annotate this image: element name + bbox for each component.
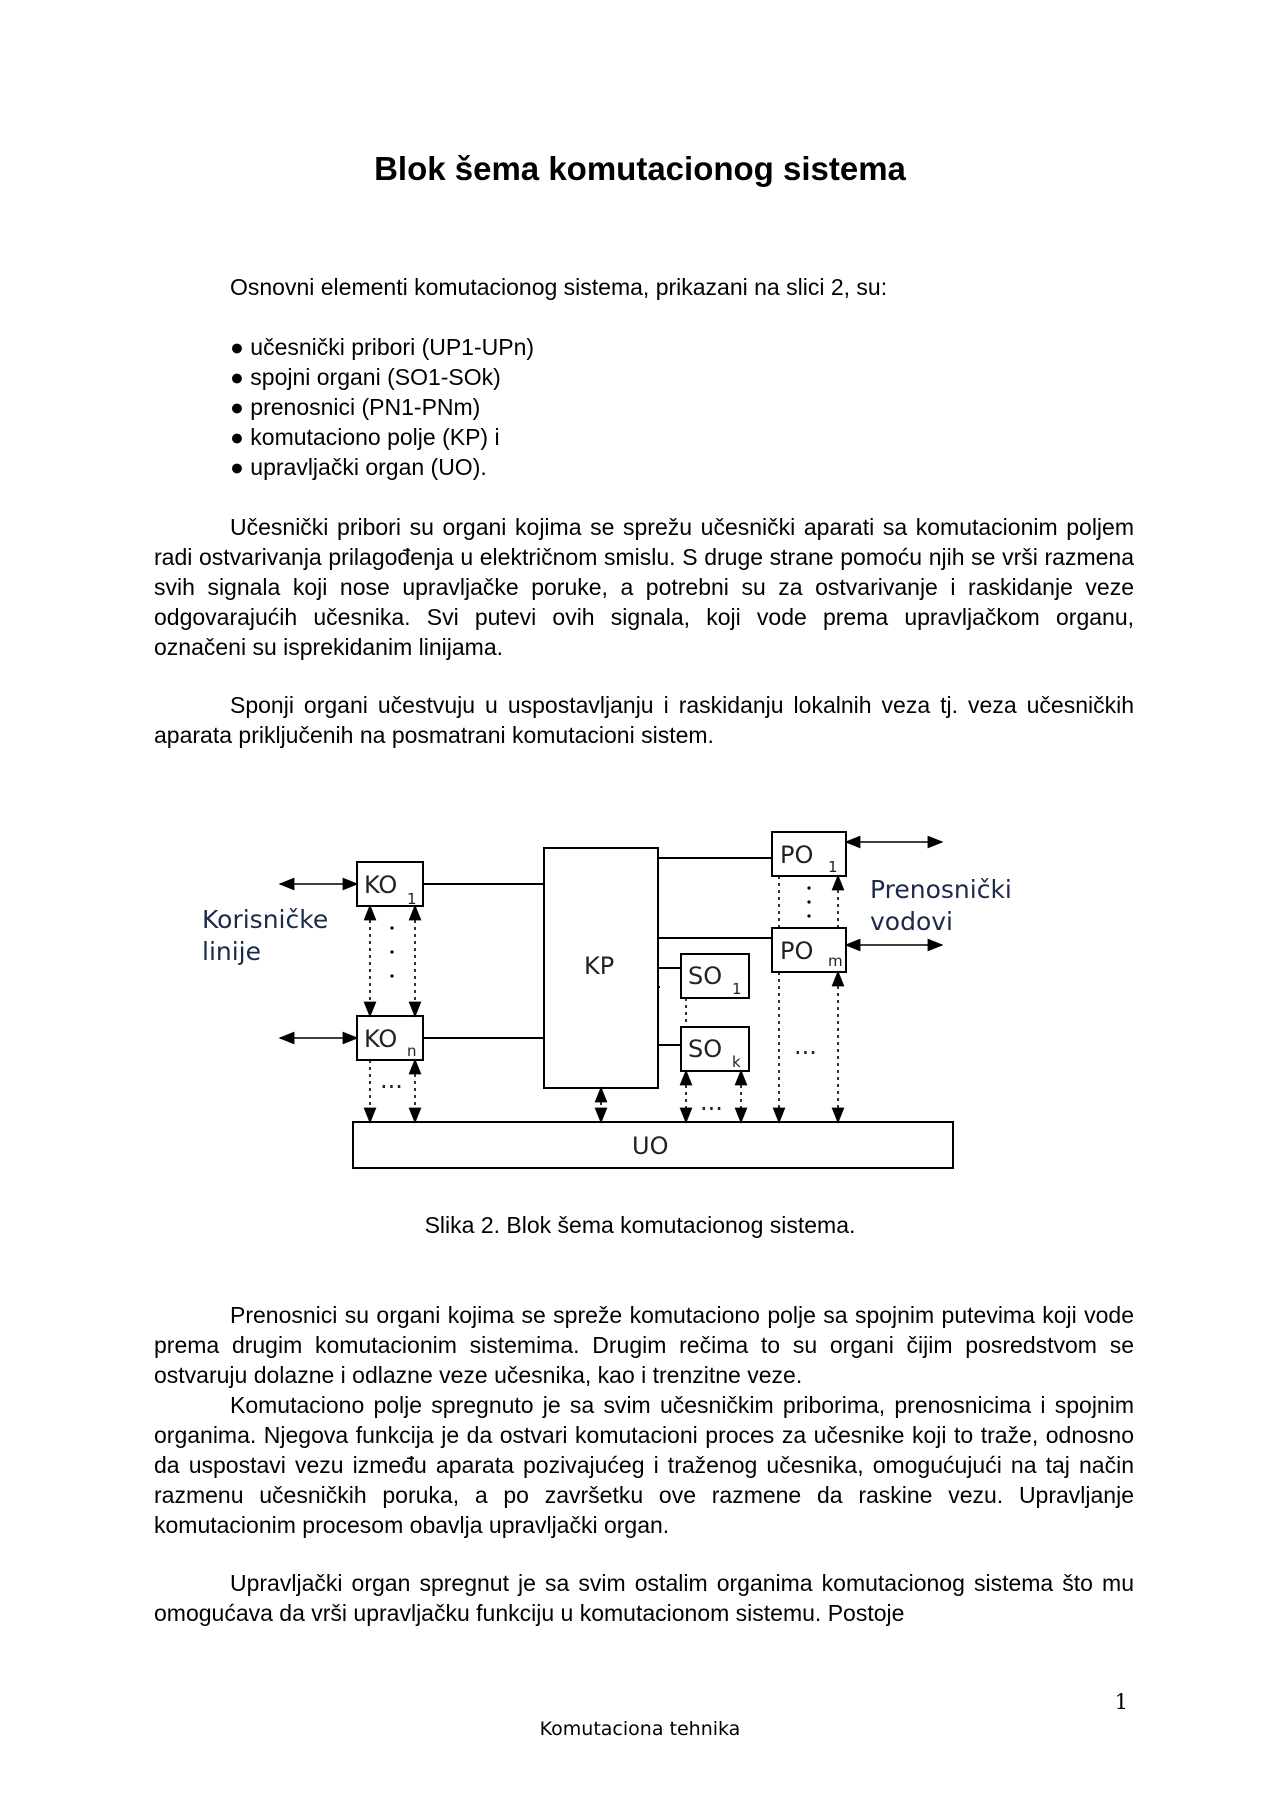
kp-label: KP xyxy=(584,952,615,980)
ellipsis-po: ... xyxy=(794,1032,817,1060)
kon-label: KO xyxy=(364,1025,398,1053)
intro-text: Osnovni elementi komutacionog sistema, prikazani na slici 2, su: xyxy=(230,274,888,300)
pom-subscript: m xyxy=(828,952,843,970)
kon-subscript: n xyxy=(407,1042,417,1060)
po1-subscript: 1 xyxy=(828,858,838,876)
paragraph-transmitters: Prenosnici su organi kojima se sprežе komutaciono polje sa spojnim putevima koji vode prema drugim komutacionim sistemima. Drugim rečima to su organi čijim posredstvom se ostvaruju dolazne i odlazne veze učesnika, kao i trenzitne veze. xyxy=(154,1302,1134,1388)
elements-list xyxy=(230,332,534,482)
figure-caption: Slika 2. Blok šema komutacionog sistema. xyxy=(424,1212,856,1238)
page-title: Blok šema komutacionog sistema xyxy=(374,150,906,187)
so1-subscript: 1 xyxy=(732,980,742,998)
list-item: ● upravljački organ (UO). xyxy=(230,454,487,480)
pom-label: PO xyxy=(780,937,814,965)
sok-subscript: k xyxy=(732,1053,741,1071)
po1-label: PO xyxy=(780,841,814,869)
page-number: 1 xyxy=(1114,1690,1128,1714)
so1-label: SO xyxy=(688,962,723,990)
paragraph-connecting-units: Sponji organi učestvuju u uspostavljanju i raskidanju lokalnih veza tj. veza učesničkih aparata priključenih na posmatrani komutacioni sistem. xyxy=(154,692,1134,748)
uo-label: UO xyxy=(632,1132,669,1160)
ellipsis-kon: ... xyxy=(380,1066,403,1094)
right-label-line2: vodovi xyxy=(870,907,953,936)
block-diagram xyxy=(202,820,1012,1180)
sok-label: SO xyxy=(688,1035,723,1063)
ellipsis-so: ... xyxy=(700,1088,723,1116)
dashed-control-paths xyxy=(370,876,838,1122)
paragraph-switching-field: Komutaciono polje spregnuto je sa svim učesničkim priborima, prenosnicima i spojnim organima. Njegova funkcija je da ostvari komutacioni proces za učesnike koji to traže, odnosno da uspostavi vezu između aparata pozivajućeg i traženog učesnika, omogućujući na taj način razmenu učesničkih poruka, a po završetku ove razmene da raskine vezu. Upravljanje komutacionim procesom obavlja upravljački organ. xyxy=(154,1392,1134,1538)
list-item: ● učesnički pribori (UP1-UPn) xyxy=(230,334,535,360)
ko1-label: KO xyxy=(364,871,398,899)
right-label-line1: Prenosnički xyxy=(870,875,1012,904)
page-footer: Komutaciona tehnika xyxy=(539,1718,741,1740)
paragraph-control-unit: Upravljački organ spregnut je sa svim ostalim organima komutacionog sistema što mu omogućava da vrši upravljačku funkciju u komutacionom sistemu. Postoje xyxy=(154,1570,1134,1626)
ko1-subscript: 1 xyxy=(407,890,417,908)
list-item: ● prenosnici (PN1-PNm) xyxy=(230,394,481,420)
list-item: ● komutaciono polje (KP) i xyxy=(230,424,500,450)
list-item: ● spojni organi (SO1-SOk) xyxy=(230,364,501,390)
left-label-line1: Korisničke xyxy=(202,905,329,934)
left-label-line2: linije xyxy=(202,937,262,966)
paragraph-subscriber-units: Učesnički pribori su organi kojima se sprežu učesnički aparati sa komutacionim poljem radi ostvarivanja prilagođenja u električnom smislu. S druge strane pomoću njih se vrši razmena svih signala koji nose upravljačke poruke, a potrebni su za ostvarivanje i raskidanje veze odgovarajućih učesnika. Svi putevi ovih signala, koji vode prema upravljačkom organu, označeni su isprekidanim linijama. xyxy=(154,514,1134,660)
